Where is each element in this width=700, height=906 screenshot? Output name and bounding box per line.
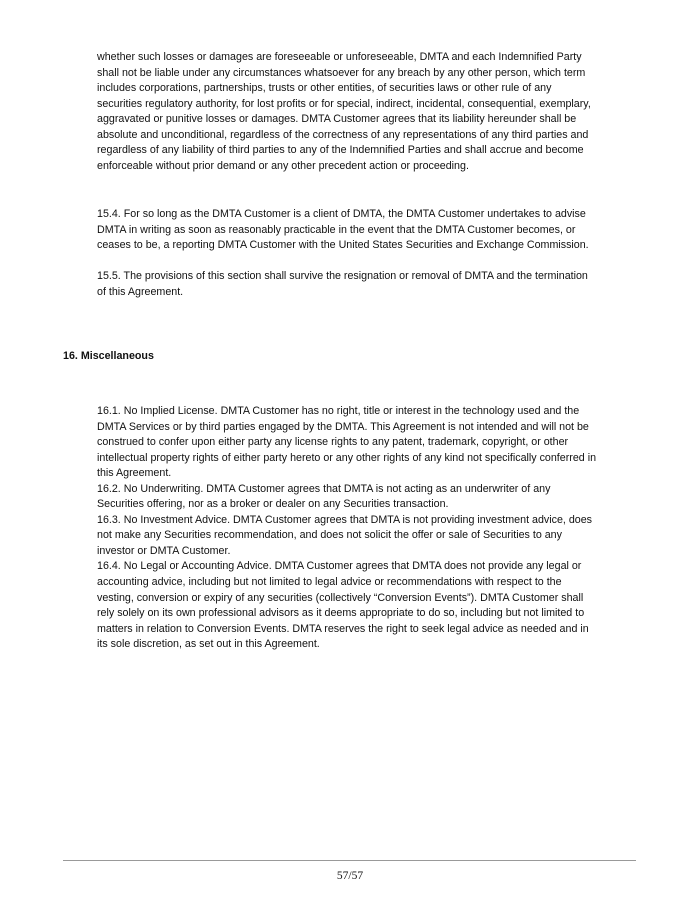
text-line: matters in relation to Conversion Events. DMTA reserves the right to seek legal advice as needed and in: [97, 622, 589, 635]
text-line: aggravated or punitive losses or damages. DMTA Customer agrees that its liability hereunder shall be: [97, 113, 577, 126]
text-line: whether such losses or damages are foreseeable or unforeseeable, DMTA and each Indemnified Party: [97, 51, 582, 63]
text-line: this Agreement.: [97, 467, 172, 480]
text-line: not make any Securities recommendation, and does not solicit the offer or sale of Securities to any: [97, 529, 562, 542]
paragraph-16-clauses: [97, 404, 657, 653]
text-line: construed to confer upon either party any license rights to any patent, trademark, copyright, or other: [97, 436, 569, 449]
text-line: absolute and unconditional, regardless of the correctness of any representations of any third parties and: [97, 128, 589, 141]
text-line: includes corporations, partnerships, trusts or other entities, of securities laws or other rule of any: [97, 82, 552, 95]
paragraph-indemnity-continued: [97, 50, 657, 174]
text-line: enforceable without prior demand or any other precedent action or proceeding.: [97, 159, 469, 172]
text-line: 16.4. No Legal or Accounting Advice. DMTA Customer agrees that DMTA does not provide any legal or: [97, 560, 582, 573]
text-line: 16.3. No Investment Advice. DMTA Customer agrees that DMTA is not providing investment advice, does: [97, 513, 593, 526]
text-line: 16.1. No Implied License. DMTA Customer has no right, title or interest in the technology used and the: [97, 405, 580, 417]
text-line: 16.2. No Underwriting. DMTA Customer agrees that DMTA is not acting as an underwriter of any: [97, 482, 551, 495]
text-line: ceases to be, a reporting DMTA Customer with the United States Securities and Exchange Commission.: [97, 239, 589, 252]
text-line: accounting advice, including but not limited to legal advice or recommendations with respect to the: [97, 576, 562, 589]
paragraph-15-5: [97, 269, 657, 300]
text-line: of this Agreement.: [97, 285, 184, 298]
text-line: DMTA Services or by third parties engaged by the DMTA. This Agreement is not intended and will not be: [97, 420, 589, 433]
page-number: 57/57: [336, 870, 364, 882]
text-line: its sole discretion, as set out in this Agreement.: [97, 638, 320, 651]
paragraph-15-4: [97, 207, 657, 254]
text-line: 15.5. The provisions of this section shall survive the resignation or removal of DMTA and the termination: [97, 270, 588, 282]
footer-divider: [63, 860, 636, 861]
text-line: Securities offering, nor as a broker or dealer on any Securities transaction.: [97, 498, 449, 511]
text-line: DMTA in writing as soon as reasonably practicable in the event that the DMTA Customer becomes, or: [97, 223, 576, 236]
text-line: rely solely on its own professional advisors as it deems appropriate to do so, including but not limited to: [97, 607, 585, 620]
text-line: securities regulatory authority, for lost profits or for special, indirect, incidental, consequential, exemplary,: [97, 97, 591, 110]
text-line: 15.4. For so long as the DMTA Customer is a client of DMTA, the DMTA Customer undertakes to advise: [97, 208, 586, 220]
text-line: regardless of any liability of third parties to any of the Indemnified Parties and shall accrue and become: [97, 144, 584, 157]
text-line: intellectual property rights of either party hereto or any other rights of any kind not specifically conferred in: [97, 451, 597, 464]
section-heading-16: 16. Miscellaneous: [63, 350, 154, 362]
text-line: shall not be liable under any circumstances whatsoever for any breach by any other person, which term: [97, 66, 586, 79]
text-line: investor or DMTA Customer.: [97, 544, 231, 557]
text-line: vesting, conversion or expiry of any securities (collectively “Conversion Events”). DMTA Customer shall: [97, 591, 584, 604]
